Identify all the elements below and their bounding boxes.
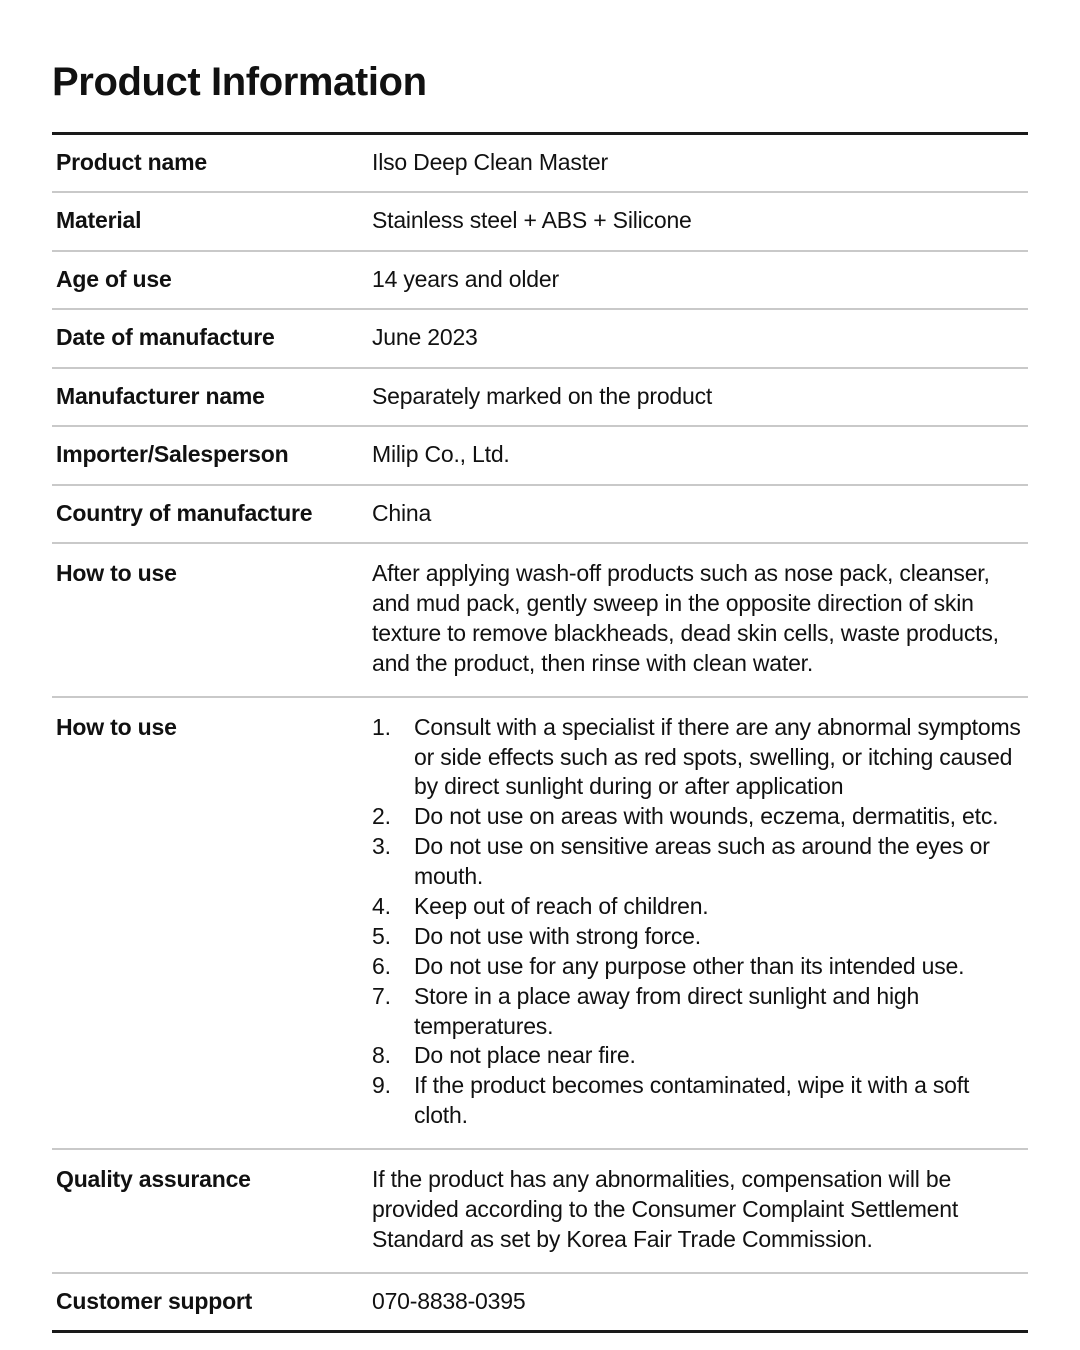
row-label: How to use <box>56 713 177 740</box>
row-value <box>372 559 1028 679</box>
row-value-text: Milip Co., Ltd. <box>372 441 510 468</box>
page-title: Product Information <box>52 60 427 104</box>
row-value <box>372 206 1028 235</box>
table-row <box>52 698 1028 1150</box>
table-row <box>52 369 1028 427</box>
row-label: Date of manufacture <box>56 324 275 351</box>
product-spec-table <box>52 132 1028 1333</box>
row-label: Customer support <box>56 1287 253 1314</box>
row-value-text: 14 years and older <box>372 265 559 292</box>
list-item: Keep out of reach of children. <box>414 892 709 919</box>
table-row <box>52 1274 1028 1330</box>
row-value-text: June 2023 <box>372 324 478 351</box>
row-value <box>372 440 1028 469</box>
row-value <box>372 713 1028 1131</box>
row-label: Age of use <box>56 265 172 292</box>
row-value <box>372 323 1028 352</box>
row-value-text: Stainless steel + ABS + Silicone <box>372 207 692 234</box>
row-value <box>372 1165 1028 1255</box>
table-row <box>52 310 1028 368</box>
list-item: Do not use on areas with wounds, eczema, dermatitis, etc. <box>414 803 999 830</box>
table-row <box>52 486 1028 544</box>
row-value <box>372 148 1028 177</box>
row-value <box>372 499 1028 528</box>
list-item: Store in a place away from direct sunlight and high temperatures. <box>414 982 920 1039</box>
row-label: How to use <box>56 560 177 587</box>
row-value-text: China <box>372 499 432 526</box>
table-row <box>52 135 1028 193</box>
table-row <box>52 1150 1028 1274</box>
list-item: Do not place near fire. <box>414 1042 636 1069</box>
notice-ordered-list <box>372 713 1028 1131</box>
row-value <box>372 265 1028 294</box>
row-value-text: 070-8838-0395 <box>372 1287 526 1314</box>
row-value <box>372 1287 1028 1316</box>
row-value-text: Ilso Deep Clean Master <box>372 149 608 175</box>
list-item: Do not use for any purpose other than its intended use. <box>414 952 965 979</box>
list-item: Do not use with strong force. <box>414 922 701 949</box>
list-item: Consult with a specialist if there are any abnormal symptoms or side effects such as red spots, swelling, or itching caused by direct sunlight during or after application <box>414 713 1021 800</box>
table-row <box>52 193 1028 251</box>
table-row <box>52 427 1028 485</box>
row-label: Quality assurance <box>56 1166 251 1193</box>
row-label: Country of manufacture <box>56 499 313 526</box>
row-value-text: Separately marked on the product <box>372 382 713 409</box>
row-label: Manufacturer name <box>56 382 265 409</box>
row-value-text: After applying wash-off products such as nose pack, cleanser, and mud pack, gently sweep in the opposite direction of skin texture to remove blackheads, dead skin cells, waste products, and the product, then rinse with clean water. <box>372 560 999 676</box>
row-label: Product name <box>56 149 207 175</box>
table-row <box>52 544 1028 698</box>
row-value-text: If the product has any abnormalities, compensation will be provided according to the Consumer Complaint Settlement Standard as set by Korea Fair Trade Commission. <box>372 1166 959 1252</box>
row-label: Importer/Salesperson <box>56 441 289 468</box>
list-item: If the product becomes contaminated, wipe it with a soft cloth. <box>414 1072 970 1129</box>
row-value <box>372 382 1028 411</box>
table-row <box>52 252 1028 310</box>
row-label: Material <box>56 207 142 234</box>
list-item: Do not use on sensitive areas such as around the eyes or mouth. <box>414 833 990 890</box>
